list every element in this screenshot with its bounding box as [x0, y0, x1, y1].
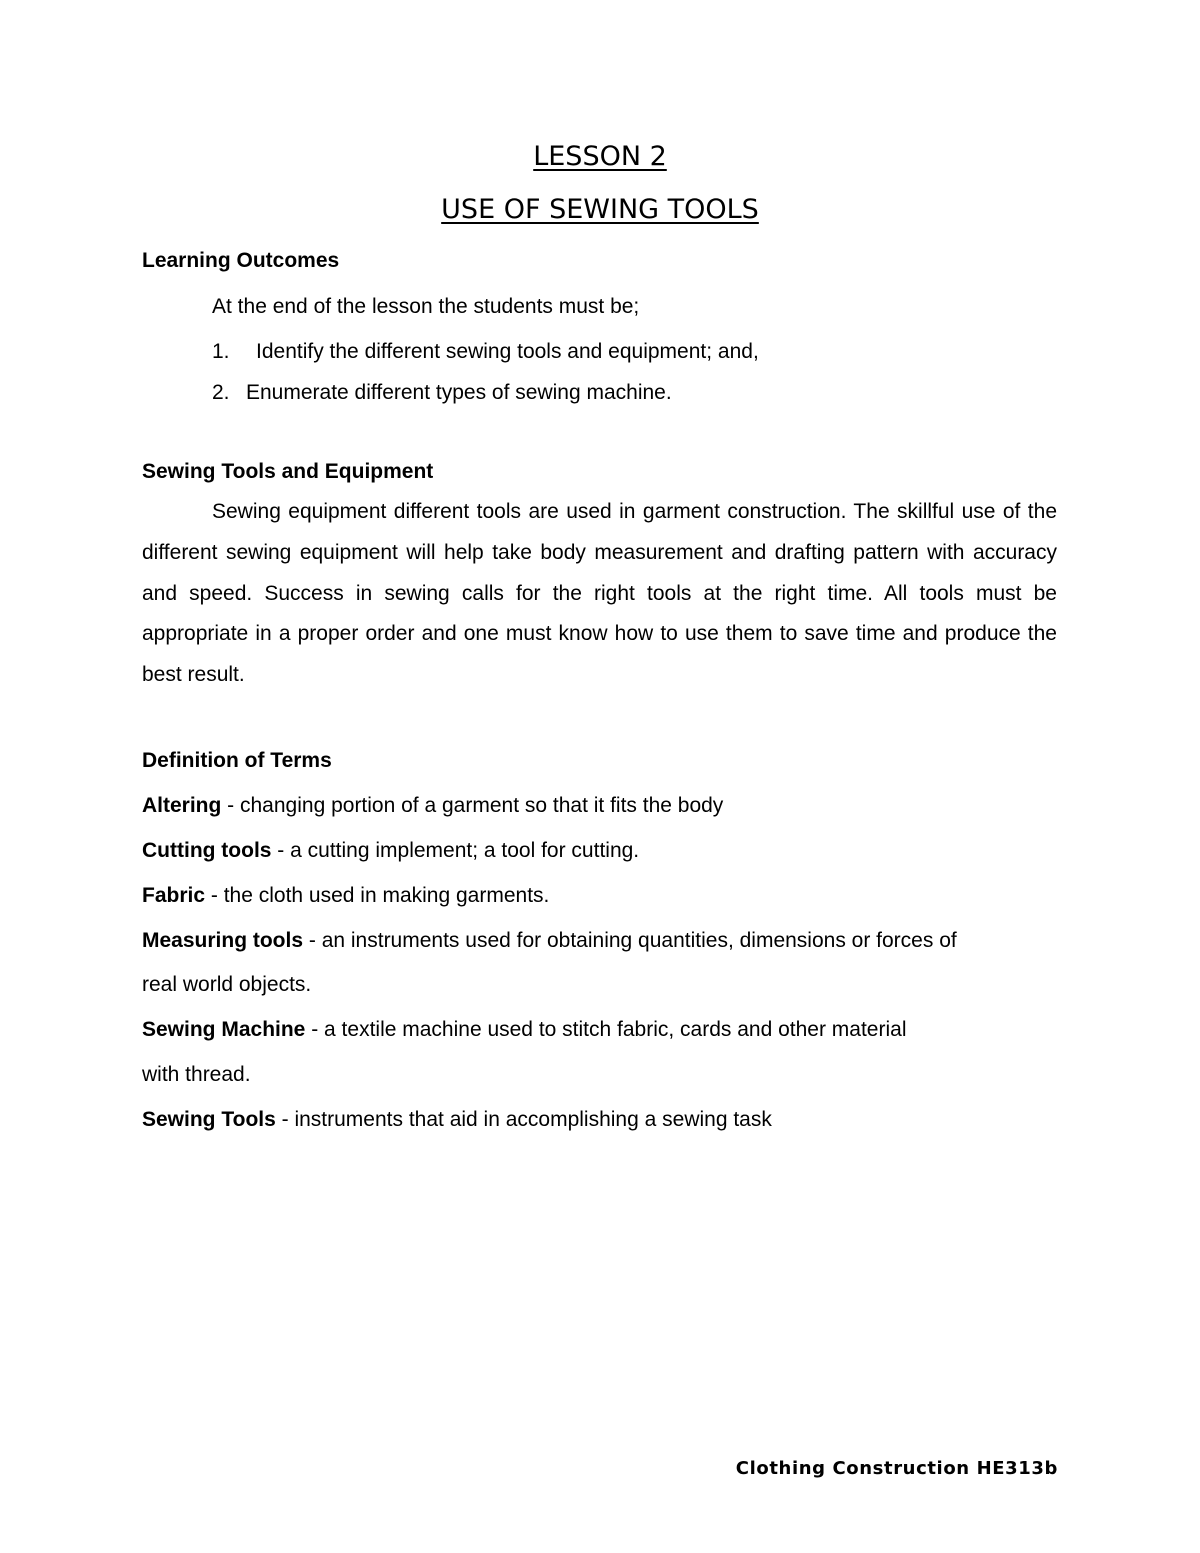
sewing-tools-paragraph: Sewing equipment different tools are used in garment construction. The skillful use of the different sewing equipment will help take body measurement and drafting pattern with accuracy and speed. Success in sewing calls for the right tools at the right time. All tools must be appropriate in a proper order and one must know how to use them to save time and produce the best result.	[142, 500, 1057, 687]
definition-measuring-tools-continuation: real world objects.	[142, 973, 312, 996]
term-label: Cutting tools	[142, 839, 272, 862]
definition-cutting-tools	[142, 838, 639, 864]
learning-outcomes-intro: At the end of the lesson the students must be;	[212, 295, 640, 318]
term-definition: - an instruments used for obtaining quantities, dimensions or forces of	[303, 929, 957, 952]
term-label: Altering	[142, 794, 222, 817]
term-label: Fabric	[142, 884, 206, 907]
term-definition: - the cloth used in making garments.	[205, 884, 550, 907]
definition-measuring-tools	[142, 928, 957, 954]
definitions-heading: Definition of Terms	[142, 749, 332, 772]
term-label: Sewing Machine	[142, 1018, 306, 1041]
term-label: Measuring tools	[142, 929, 304, 952]
page-footer: Clothing Construction HE313b	[735, 1458, 1058, 1479]
definition-sewing-machine-continuation: with thread.	[142, 1063, 251, 1086]
outcome-1-number: 1.	[212, 340, 230, 363]
sewing-tools-heading: Sewing Tools and Equipment	[142, 460, 434, 483]
outcome-1-text: Identify the different sewing tools and equipment; and,	[256, 340, 759, 363]
definition-sewing-tools	[142, 1107, 772, 1133]
lesson-title: LESSON 2	[533, 141, 667, 172]
outcome-2-text: Enumerate different types of sewing machine.	[246, 381, 672, 404]
term-definition: - a textile machine used to stitch fabric, cards and other material	[305, 1018, 907, 1041]
lesson-subtitle: USE OF SEWING TOOLS	[441, 194, 759, 225]
definition-sewing-machine	[142, 1017, 907, 1043]
term-label: Sewing Tools	[142, 1108, 276, 1131]
outcome-2-number: 2.	[212, 381, 230, 404]
definition-altering	[142, 793, 723, 819]
term-definition: - changing portion of a garment so that it fits the body	[221, 794, 724, 817]
term-definition: - a cutting implement; a tool for cutting.	[271, 839, 640, 862]
learning-outcomes-heading: Learning Outcomes	[142, 249, 340, 272]
definition-fabric	[142, 883, 549, 909]
term-definition: - instruments that aid in accomplishing a sewing task	[275, 1108, 772, 1131]
